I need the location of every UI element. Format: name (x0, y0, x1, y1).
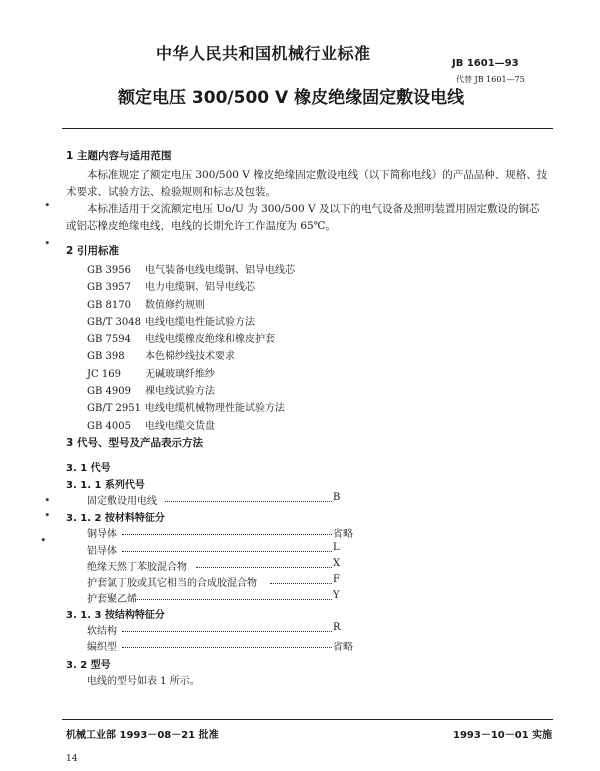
section-1-para-1-line-1: 本标准规定了额定电压 300/500 V 橡皮绝缘固定敷设电线（以下简称电线）的产品品种、规格、技 (87, 169, 548, 181)
margin-mark: • (44, 509, 51, 522)
section-1-para-2-line-1: 本标准适用于交流额定电压 Uo/U 为 300/500 V 及以下的电气设备及照明装置用固定敷设的铜芯 (87, 203, 540, 215)
leader-label: 绝缘天然丁苯胶混合物 (87, 562, 187, 573)
leader-dots (122, 551, 332, 552)
section-3-2-text: 电线的型号如表 1 所示。 (87, 676, 200, 687)
leader-dots (270, 583, 332, 584)
leader-label: 编织型 (87, 642, 117, 653)
leader-label: 铝导体 (87, 546, 117, 557)
leader-dots (122, 647, 332, 648)
margin-mark: • (40, 534, 47, 547)
margin-mark: • (44, 199, 51, 212)
reference-item: GB 398 本色棉纱线技术要求 (87, 351, 235, 363)
approval-date: 机械工业部 1993－08－21 批准 (66, 730, 219, 741)
reference-list (87, 262, 295, 435)
leader-dots (165, 501, 332, 502)
leader-row: 固定敷设用电线 (87, 496, 157, 507)
reference-item: GB 3956 电气装备电线电缆铜、铝导电线芯 (87, 265, 295, 276)
leader-label: 护套聚乙烯 (87, 594, 137, 605)
standard-category: 中华人民共和国机械行业标准 (156, 44, 371, 63)
reference-item: JC 169 无碱玻璃纤维纱 (87, 368, 215, 380)
leader-label: 护套氯丁胶或其它相当的合成胶混合物 (87, 578, 257, 589)
leader-value: 省略 (333, 529, 353, 540)
effective-date: 1993－10－01 实施 (453, 730, 553, 741)
section-1-para-1-line-2: 术要求、试验方法、检验规则和标志及包装。 (66, 186, 276, 198)
section-1-para-2-line-2: 或铝芯橡皮绝缘电线，电线的长期允许工作温度为 65℃。 (66, 220, 336, 232)
section-3-2-heading: 3. 2 型号 (66, 660, 111, 671)
leader-dots (196, 567, 332, 568)
reference-item: GB/T 2951 电线电缆机械物理性能试验方法 (87, 403, 285, 415)
leader-dots (135, 599, 332, 600)
leader-value: X (333, 558, 341, 569)
reference-item: GB 4909 裸电线试验方法 (87, 386, 215, 398)
section-3-1-3-heading: 3. 1. 3 按结构特征分 (66, 610, 165, 621)
leader-value: 省略 (333, 642, 353, 653)
section-3-heading: 3 代号、型号及产品表示方法 (66, 437, 203, 449)
reference-item: GB 3957 电力电缆铜、铝导电线芯 (87, 282, 255, 294)
leader-value: R (333, 622, 341, 633)
reference-item: GB 7594 电线电缆橡皮绝缘和橡皮护套 (87, 334, 275, 346)
section-1-heading: 1 主题内容与适用范围 (66, 150, 172, 162)
leader-value: B (333, 492, 341, 503)
leader-value: Y (333, 590, 340, 601)
reference-item: GB 8170 数值修约规则 (87, 299, 205, 311)
leader-value: L (333, 542, 340, 553)
margin-mark: • (44, 237, 51, 250)
replaces-code: 代替 JB 1601—75 (456, 75, 525, 84)
margin-mark: • (44, 494, 51, 507)
leader-dots (122, 534, 332, 535)
page-number: 14 (66, 754, 78, 764)
reference-item: GB 4005 电线电缆交货盘 (87, 420, 215, 432)
leader-value: F (333, 574, 340, 585)
section-3-1-heading: 3. 1 代号 (66, 463, 111, 474)
section-3-1-1-heading: 3. 1. 1 系列代号 (66, 480, 145, 491)
section-3-1-2-heading: 3. 1. 2 按材料特征分 (66, 513, 165, 524)
leader-label: 软结构 (87, 626, 117, 637)
standard-code: JB 1601—93 (452, 58, 519, 69)
header-rule (62, 128, 553, 129)
document-title: 额定电压 300/500 V 橡皮绝缘固定敷设电线 (118, 88, 465, 108)
leader-dots (122, 631, 332, 632)
footer-rule (62, 719, 553, 720)
reference-item: GB/T 3048 电线电缆电性能试验方法 (87, 316, 255, 328)
leader-label: 铜导体 (87, 529, 117, 540)
section-2-heading: 2 引用标准 (66, 245, 119, 257)
